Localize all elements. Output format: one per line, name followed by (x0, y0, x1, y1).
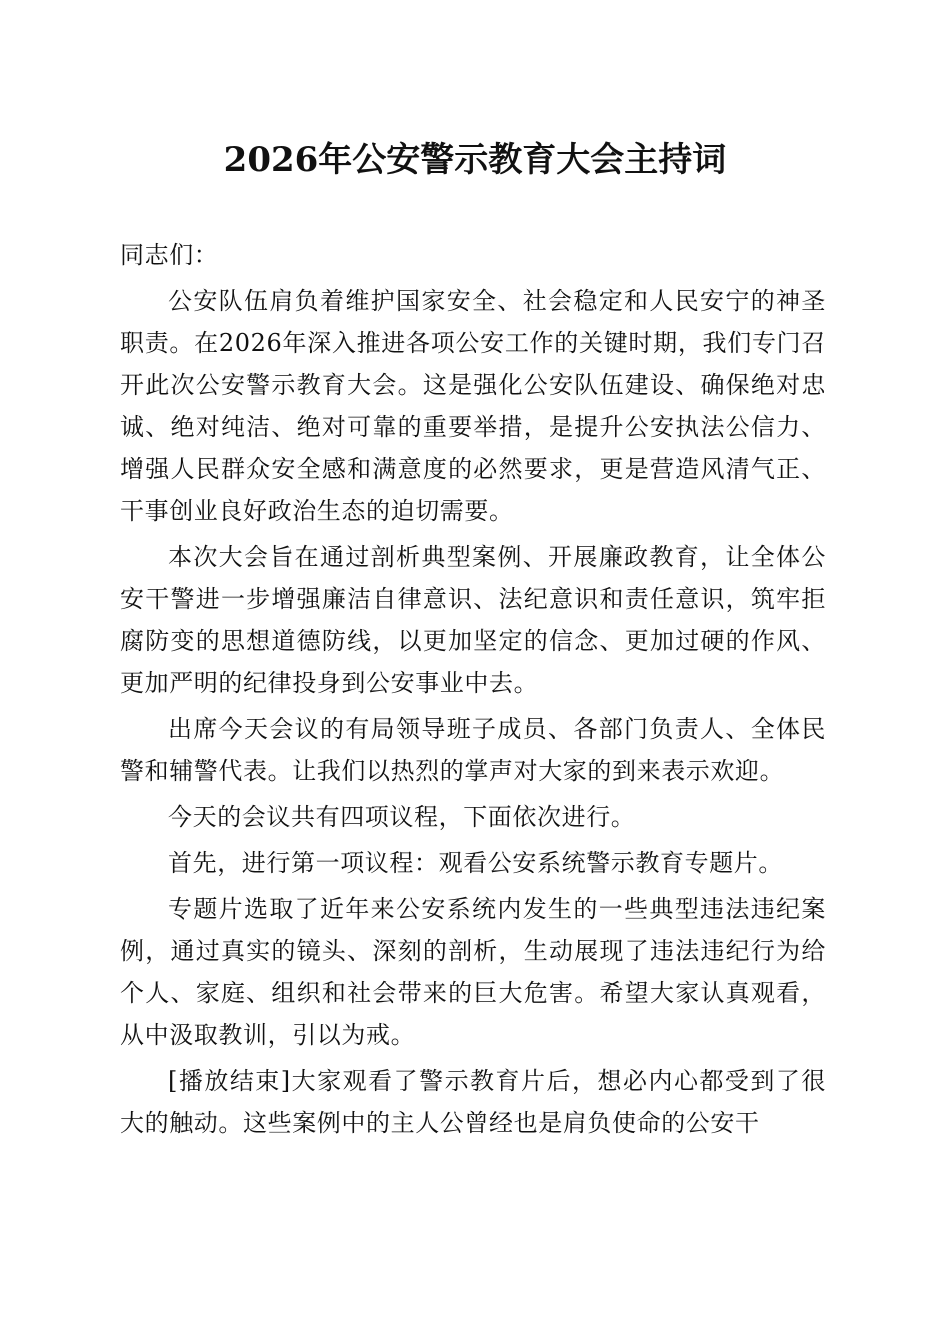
paragraph-attendees: 出席今天会议的有局领导班子成员、各部门负责人、全体民警和辅警代表。让我们以热烈的掌声对大家的到来表示欢迎。 (120, 715, 826, 785)
paragraph-agenda: 今天的会议共有四项议程，下面依次进行。 (168, 803, 636, 831)
paragraph-purpose: 本次大会旨在通过剖析典型案例、开展廉政教育，让全体公安干警进一步增强廉洁自律意识、法纪意识和责任意识，筑牢拒腐防变的思想道德防线，以更加坚定的信念、更加过硬的作风、更加严明的纪律投身到公安事业中去。 (120, 543, 826, 697)
paragraph-first-item: 首先，进行第一项议程：观看公安系统警示教育专题片。 (168, 849, 783, 877)
document-title: 2026年公安警示教育大会主持词 (223, 140, 727, 180)
paragraph-after-film: [播放结束]大家观看了警示教育片后，想必内心都受到了很大的触动。这些案例中的主人公曾经也是肩负使命的公安干 (120, 1067, 826, 1137)
paragraph-intro: 公安队伍肩负着维护国家安全、社会稳定和人民安宁的神圣职责。在2026年深入推进各项公安工作的关键时期，我们专门召开此次公安警示教育大会。这是强化公安队伍建设、确保绝对忠诚、绝对纯洁、绝对可靠的重要举措，是提升公安执法公信力、增强人民群众安全感和满意度的必然要求，更是营造风清气正、干事创业良好政治生态的迫切需要。 (120, 287, 826, 525)
greeting: 同志们： (120, 241, 219, 269)
paragraph-film-description: 专题片选取了近年来公安系统内发生的一些典型违法违纪案例，通过真实的镜头、深刻的剖析，生动展现了违法违纪行为给个人、家庭、组织和社会带来的巨大危害。希望大家认真观看，从中汲取教训，引以为戒。 (120, 895, 826, 1049)
document-body (120, 234, 826, 1144)
